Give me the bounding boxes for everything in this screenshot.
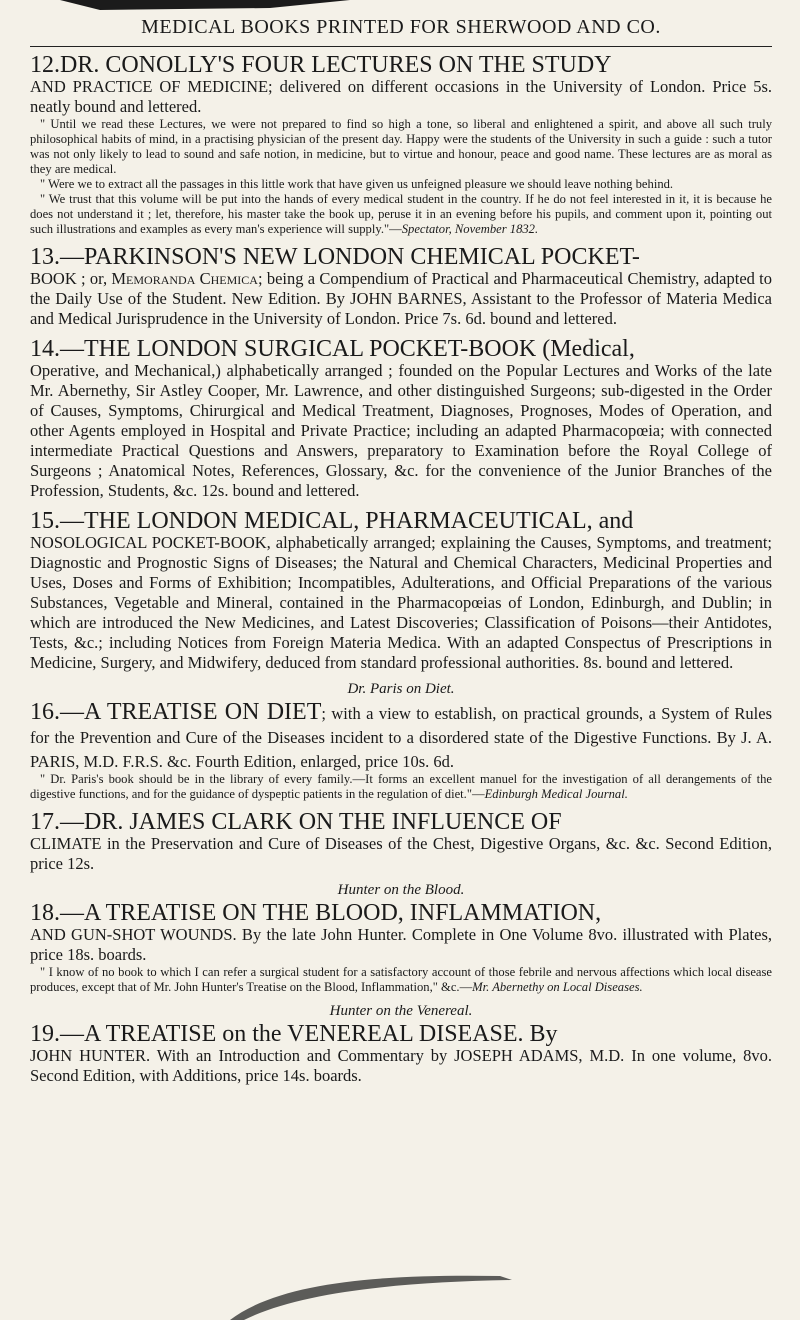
- entry-number: 12.: [30, 52, 60, 78]
- quote-source: Mr. Abernethy on Local Diseases.: [472, 980, 643, 994]
- entry-heading: —PARKINSON'S NEW LONDON CHEMICAL POCKET-: [60, 244, 640, 270]
- section-heading: Hunter on the Venereal.: [329, 1003, 473, 1019]
- entry-body: ; with a view to establish, on practical grounds, a System of Rules for the Prevention and Cure of the Diseases incident to a disordered state of the Digestive Functions. By J. A. PARIS, M.D. F.R.S. &c. Fourth Edition, enlarged, price 10s. 6d.: [30, 704, 773, 771]
- entry-heading: —A TREATISE ON THE BLOOD, INFLAMMATION,: [60, 900, 602, 926]
- entry-15: [30, 509, 772, 673]
- entry-19: [30, 1003, 772, 1086]
- quote-source: Spectator, November 1832.: [401, 222, 539, 236]
- entry-16: [30, 681, 772, 802]
- entry-number: 13.: [30, 244, 60, 270]
- entry-title: [30, 337, 772, 361]
- entry-body: AND GUN-SHOT WOUNDS. By the late John Hunter. Complete in One Volume 8vo. illustrated with Plates, price 18s. boards.: [30, 925, 772, 964]
- review-quote: " Until we read these Lectures, we were not prepared to find so high a tone, so liberal and enlightened a spirit, and above all such truly philosophical habits of mind, in a practising physician of the present day. Happy were the students of the University in such a guide : such a tutor was not only likely to lead to sound and safe notion, in medicine, but to virtue and honour, peace and good name. These lectures are as moral as they are medical.: [30, 117, 772, 176]
- header-rule: [30, 46, 772, 47]
- review-quote: " Were we to extract all the passages in this little work that have given us unfeigned pleasure we should leave nothing behind.: [40, 177, 674, 191]
- entry-18: [30, 882, 772, 995]
- entry-title: [30, 700, 772, 772]
- section-heading: Dr. Paris on Diet.: [347, 681, 455, 697]
- review-quote: " I know of no book to which I can refer a surgical student for a satisfactory account of those febrile and nervous affections which local disease produces, except that of Mr. John Hunter's Treatise on the Blood, Inflammation," &c.—Mr. Abernethy on Local Diseases.: [30, 965, 772, 994]
- entry-title: [30, 53, 772, 77]
- entry-body: BOOK ; or, Memoranda Chemica; being a Compendium of Practical and Pharmaceutical Chemistry, adapted to the Daily Use of the Student. New Edition. By JOHN BARNES, Assistant to the Professor of Materia Medica and Medical Jurisprudence in the University of London. Price 7s. 6d. bound and lettered.: [30, 269, 773, 328]
- page: [30, 0, 772, 1094]
- entry-number: 15.: [30, 508, 60, 534]
- entry-heading: —THE LONDON SURGICAL POCKET-BOOK (Medical,: [60, 336, 635, 362]
- section-heading: Hunter on the Blood.: [337, 882, 465, 898]
- entry-number: 14.: [30, 336, 60, 362]
- entry-12: [30, 53, 772, 237]
- entry-number: 19.: [30, 1021, 60, 1047]
- entry-title: [30, 509, 772, 533]
- page-edge-mark: [220, 1272, 560, 1320]
- entry-title: [30, 810, 772, 834]
- entry-number: 17.: [30, 809, 60, 835]
- entry-heading: —A TREATISE ON DIET: [60, 699, 322, 725]
- entry-14: [30, 337, 772, 501]
- entry-title: [30, 245, 772, 269]
- entry-body: CLIMATE in the Preservation and Cure of Diseases of the Chest, Digestive Organs, &c. &c. Second Edition, price 12s.: [30, 834, 772, 873]
- entry-body: AND PRACTICE OF MEDICINE; delivered on different occasions in the University of London. Price 5s. neatly bound and lettered.: [30, 77, 772, 116]
- entry-title: [30, 1022, 772, 1046]
- running-head: MEDICAL BOOKS PRINTED FOR SHERWOOD AND CO.: [141, 16, 661, 38]
- entry-13: [30, 245, 772, 329]
- review-quote: " We trust that this volume will be put into the hands of every medical student in the country. If he do not feel interested in it, it is because he does not understand it ; let, therefore, his master take the book up, peruse it in an evening before his pupils, and comment upon it, pointing out such illustrations and examples as every man's experience will supply."—Spectator, November 1832.: [30, 192, 772, 236]
- entry-heading: DR. CONOLLY'S FOUR LECTURES ON THE STUDY: [60, 52, 612, 78]
- review-quote: " Dr. Paris's book should be in the library of every family.—It forms an excellent manuel for the investigation of all derangements of the digestive functions, and for the guidance of dyspeptic patients in the regulation of diet."—Edinburgh Medical Journal.: [30, 772, 772, 801]
- entry-body: JOHN HUNTER. With an Introduction and Commentary by JOSEPH ADAMS, M.D. In one volume, 8vo. Second Edition, with Additions, price 14s. boards.: [30, 1046, 772, 1085]
- entry-heading: —DR. JAMES CLARK ON THE INFLUENCE OF: [60, 809, 562, 835]
- quote-source: Edinburgh Medical Journal.: [484, 787, 628, 801]
- entry-number: 18.: [30, 900, 60, 926]
- entry-heading: —A TREATISE on the VENEREAL DISEASE. By: [60, 1021, 558, 1047]
- entry-title: [30, 901, 772, 925]
- entry-17: [30, 810, 772, 874]
- entry-body: Operative, and Mechanical,) alphabetically arranged ; founded on the Popular Lectures and Works of the late Mr. Abernethy, Sir Astley Cooper, Mr. Lawrence, and other distinguished Surgeons; sub-digested in the Order of Causes, Symptoms, Chirurgical and Medical Treatment, Diagnoses, Prognoses, Modes of Operation, and other Agents employed in Hospital and Private Practice; including an adapted Pharmacopœia; with connected intermediate Practical Questions and Answers, preparatory to Examination before the Royal College of Surgeons ; Anatomical Notes, References, Glossary, &c. for the convenience of the Junior Branches of the Profession, Students, &c. 12s. bound and lettered.: [30, 361, 772, 500]
- entry-heading: —THE LONDON MEDICAL, PHARMACEUTICAL, and: [60, 508, 634, 534]
- entry-number: 16.: [30, 699, 60, 725]
- entry-body: NOSOLOGICAL POCKET-BOOK, alphabetically arranged; explaining the Causes, Symptoms, and treatment; Diagnostic and Prognostic Signs of Diseases; the Natural and Chemical Characters, Medicinal Properties and Uses, Doses and Forms of Exhibition; Incompatibles, Adulterations, and Official Preparations of the various Substances, Vegetable and Mineral, contained in the Pharmacopœias of London, Edinburgh, and Dublin; in which are introduced the New Medicines, and Latest Discoveries; Classification of Poisons—their Antidotes, Tests, &c.; including Notices from Foreign Materia Medica. With an adapted Conspectus of Prescriptions in Medicine, Surgery, and Midwifery, deduced from standard professional authorities. 8s. bound and lettered.: [30, 533, 772, 672]
